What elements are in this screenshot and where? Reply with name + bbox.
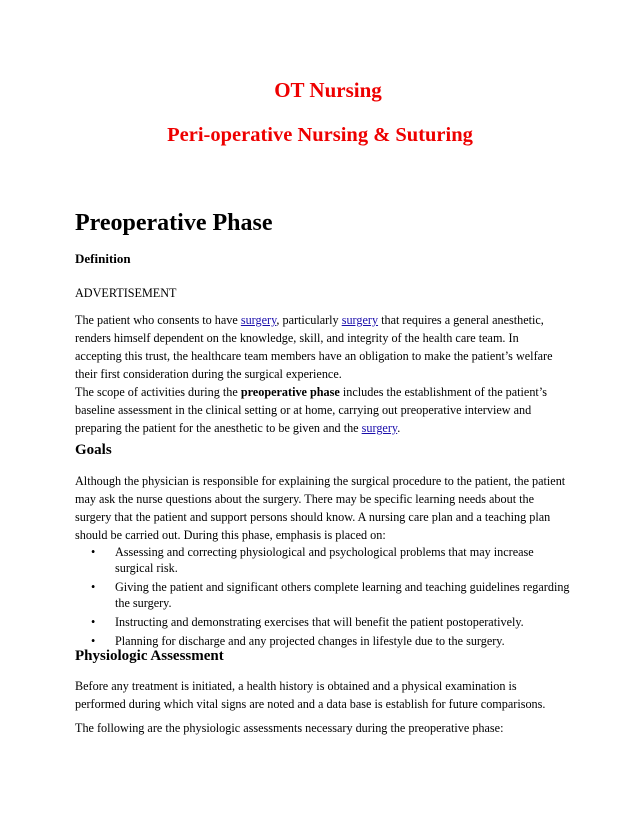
goal-text: Planning for discharge and any projected changes in lifestyle due to the surgery. — [115, 634, 505, 648]
para2-text-c: . — [397, 421, 401, 435]
goal-text: Giving the patient and significant others complete learning and teaching guidelines regarding the surgery. — [115, 580, 570, 610]
definition-paragraph — [75, 311, 567, 383]
physiologic-paragraph: Before any treatment is initiated, a health history is obtained and a physical examination is performed during which vital signs are noted and a data base is establish for future comparisons. — [75, 679, 546, 711]
para2-text-b: includes the establishment of the patient’s baseline assessment in the clinical setting or at home, carrying out preoperative interview and preparing the patient for the anesthetic to be given and the — [75, 385, 547, 435]
goals-list — [75, 544, 575, 652]
goals-heading: Goals — [75, 442, 112, 458]
goal-text: Assessing and correcting physiological and psychological problems that may increase surgical risk. — [115, 545, 534, 575]
list-item — [75, 614, 575, 630]
para1-text-a: The patient who consents to have — [75, 313, 241, 327]
list-item — [75, 579, 575, 611]
surgery-link-2[interactable]: surgery — [341, 313, 379, 327]
goal-text: Instructing and demonstrating exercises that will benefit the patient postoperatively. — [115, 615, 524, 629]
document-title: OT Nursing — [274, 78, 382, 102]
physiologic-heading: Physiologic Assessment — [75, 648, 224, 664]
para2-text-a: The scope of activities during the — [75, 385, 241, 399]
bullet-icon: • — [91, 615, 96, 629]
preoperative-phase-bold: preoperative phase — [240, 385, 340, 399]
goals-paragraph: Although the physician is responsible for explaining the surgical procedure to the patient, the patient may ask the nurse questions about the surgery. There may be specific learning needs about the surgery that the patient and support persons should know. A nursing care plan and a teaching plan should be carried out. During this phase, emphasis is placed on: — [75, 474, 566, 542]
surgery-link-1[interactable]: surgery — [240, 313, 277, 327]
list-item — [75, 544, 575, 576]
document-subtitle: Peri-operative Nursing & Suturing — [167, 124, 473, 146]
para1-text-b: , particularly — [276, 313, 342, 327]
advertisement-label: ADVERTISEMENT — [75, 286, 177, 300]
para1-text-c: that requires a general anesthetic, renders himself dependent on the knowledge, skill, and integrity of the health care team. In accepting this trust, the healthcare team members have an obligation to make the patient’s welfare their first consideration during the surgical experience. — [75, 313, 553, 381]
section-heading: Preoperative Phase — [75, 210, 273, 236]
scope-paragraph — [75, 383, 567, 437]
definition-heading: Definition — [75, 251, 131, 266]
following-paragraph: The following are the physiologic assessments necessary during the preoperative phase: — [75, 721, 504, 735]
bullet-icon: • — [91, 545, 96, 559]
bullet-icon: • — [91, 580, 96, 594]
bullet-icon: • — [91, 634, 96, 648]
surgery-link-3[interactable]: surgery — [361, 421, 398, 435]
